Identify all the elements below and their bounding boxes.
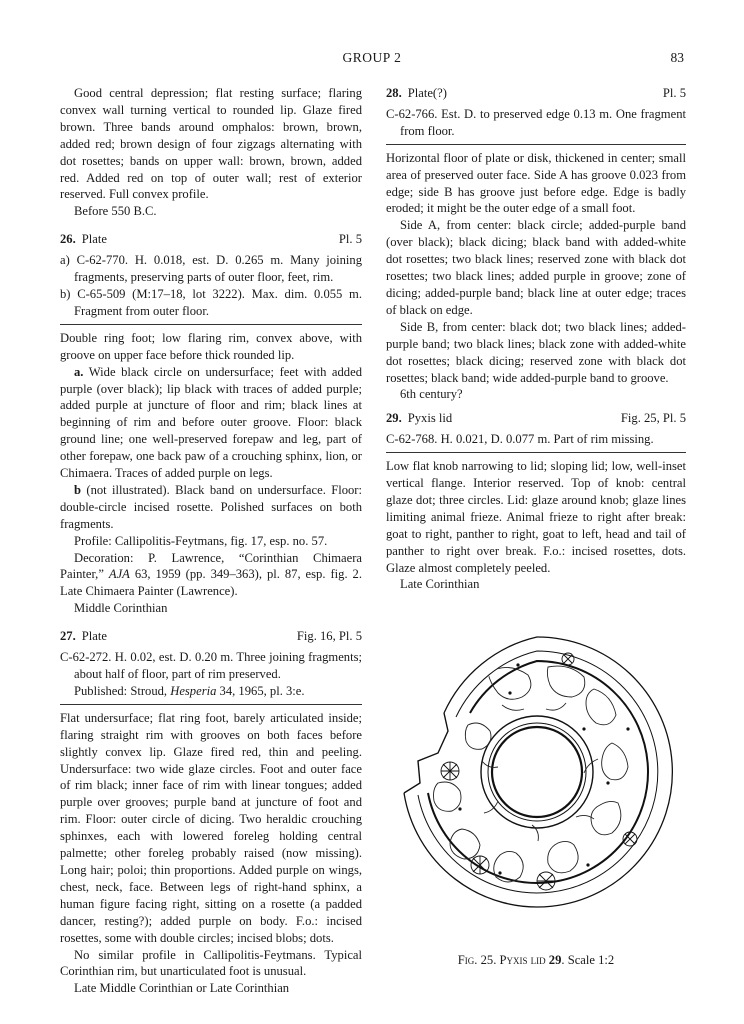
entry-28-description: Horizontal floor of plate or disk, thickened in center; small area of preserved outer face. Side A has groove 0.023 from edge; side B has groove just before edge. Edge is badly eroded; it might be the outer edge of a small foot.	[386, 150, 686, 216]
entry-27-date: Late Middle Corinthian or Late Corinthian	[74, 981, 290, 996]
page-number: 83	[670, 50, 684, 65]
divider	[386, 452, 686, 453]
divider	[60, 704, 362, 705]
entry-29-description: Low flat knob narrowing to lid; sloping lid; low, well-inset vertical flange. Interior reserved. Top of knob: central glaze dot; three circles. Lid: glaze around knob; glaze lines limiting animal frieze. Animal frieze to right after break: goat to right, panther to right, goat to left, head and tail of panther to right over break. F.o.: incised rosettes, dots. Glaze almost completely peeled.	[386, 459, 686, 575]
entry-27-heading	[60, 628, 362, 645]
entry-29-catalog: C-62-768. H. 0.021, D. 0.077 m. Part of rim missing.	[386, 432, 654, 447]
entry-26-desc-b: b (not illustrated). Black band on undersurface. Floor: double-circle incised rosette. Polished surfaces on both fragments.	[60, 482, 362, 531]
divider	[60, 324, 362, 325]
entry-plate-ref: Pl. 5	[662, 86, 686, 100]
right-column	[386, 85, 686, 593]
entry-26-description: Double ring foot; low flaring rim, convex above, with groove on upper face before thick rounded lip.	[60, 330, 362, 362]
pyxis-lid-drawing	[398, 633, 676, 911]
entry-27-published: Published: Stroud, Hesperia 34, 1965, pl. 3:e.	[74, 683, 305, 698]
entry-27-description: Flat undersurface; flat ring foot, barely articulated inside; flaring straight rim with grooves on both faces before slightly convex lip. Glaze fired red, thin and peeling. Undersurface: two wide glaze circles. Foot and outer face of rim black; inner face of rim with linear tongues; added purple over grooves; purple band at juncture of foot and rim. Floor: outer circle of dicing. Two heraldic crouching sphinxes, each with lowered foreleg holding central palmette; other foreleg probably raised (now missing). Long hair; poloi; thin proportions. Added purple on wings, chest, neck, face. Between legs of right-hand sphinx, a human figure facing right, sitting on a rosette (a padded dancer, resting?); added purple on body. F.o.: incised rosettes, some with double circles; incised blobs; dots.	[60, 710, 362, 945]
entry-plate-ref: Pl. 5	[338, 232, 362, 247]
intro-paragraph: Good central depression; flat resting surface; flaring convex wall turning vertical to rounded lip. Glaze fired brown. Three bands around omphalos: brown, brown, added red; brown design of four zigzags alternating with dot rosettes; bands on upper wall: brown, brown, added red. Added red on top of outer wall; rest of exterior reserved. Full convex profile.	[60, 86, 362, 202]
animal-frieze	[434, 666, 629, 882]
entry-27-note: No similar profile in Callipolitis-Feytmans. Typical Corinthian rim, but unarticulated foot is unusual.	[60, 947, 362, 979]
entry-title: Plate	[81, 232, 107, 247]
entry-title: Plate(?)	[407, 86, 447, 100]
entry-figure-ref: Fig. 16, Pl. 5	[296, 629, 362, 644]
entry-number: 26.	[60, 232, 76, 247]
running-head: GROUP 2	[342, 50, 402, 65]
break-edge	[404, 713, 448, 793]
lid-outer-rim	[404, 637, 672, 907]
divider	[386, 144, 686, 145]
intro-date: Before 550 B.C.	[74, 204, 157, 219]
entry-26-profile: Profile: Callipolitis-Feytmans, fig. 17, esp. no. 57.	[74, 533, 328, 548]
entry-27-catalog: C-62-272. H. 0.02, est. D. 0.20 m. Three joining fragments; about half of floor, part of rim preserved.	[60, 650, 362, 681]
entry-26-desc-a: a. Wide black circle on undersurface; feet with added purple (over black); lip black with traces of added purple; added purple at juncture of floor and rim; black lines at beginning of rim and before outer groove. Floor: black ground line; one well-preserved forepaw and leg, part of other forepaw, one back paw of a crouching sphinx, lion, or Chimaera. Traces of added purple on legs.	[60, 364, 362, 481]
left-column	[60, 85, 362, 997]
entry-28-heading	[386, 85, 686, 102]
entry-29-heading	[386, 410, 686, 427]
catalog-a: a) C-62-770. H. 0.018, est. D. 0.265 m. Many joining fragments, preserving parts of outer floor, feet, rim.	[60, 253, 362, 285]
knob-outer-circle	[481, 716, 593, 828]
entry-number: 28.	[386, 86, 402, 100]
entry-28-catalog: C-62-766. Est. D. to preserved edge 0.13 m. One fragment from floor.	[386, 106, 686, 138]
entry-29-date: Late Corinthian	[400, 577, 480, 592]
entry-26-date: Middle Corinthian	[74, 601, 168, 616]
entry-28-date: 6th century?	[400, 387, 463, 402]
entry-26-decoration: Decoration: P. Lawrence, “Corinthian Chimaera Painter,” AJA 63, 1959 (pp. 349–363), pl. 87, esp. fig. 2. Late Chimaera Painter (Lawrence).	[60, 550, 362, 599]
entry-number: 27.	[60, 629, 76, 644]
incised-rosettes	[441, 653, 637, 890]
knob-inner-circle	[488, 723, 586, 821]
entry-number: 29.	[386, 411, 402, 426]
entry-28-side-b: Side B, from center: black dot; two black lines; added-purple band; two black lines; black zone with added-white dot rosettes; black dicing; reserved zone with black dot rosettes; black band; wide added-purple band to groove.	[386, 319, 686, 385]
figure-caption: Fig. 25. Pyxis lid 29. Scale 1:2	[457, 953, 615, 967]
filling-dots	[458, 663, 629, 874]
entry-figure-ref: Fig. 25, Pl. 5	[620, 411, 686, 426]
catalog-b: b) C-65-509 (M:17–18, lot 3222). Max. dim. 0.055 m. Fragment from outer floor.	[60, 286, 362, 318]
entry-26-heading	[60, 231, 362, 248]
entry-title: Plate	[81, 629, 107, 644]
entry-28-side-a: Side A, from center: black circle; added-purple band (over black); black dicing; black band with added-white dot rosettes; two black lines; reserved zone with black dot rosettes; two black lines; added purple in groove; zone of dicing; added-purple band; black line at outer edge; traces of black on edge.	[386, 218, 686, 317]
entry-title: Pyxis lid	[407, 411, 453, 426]
